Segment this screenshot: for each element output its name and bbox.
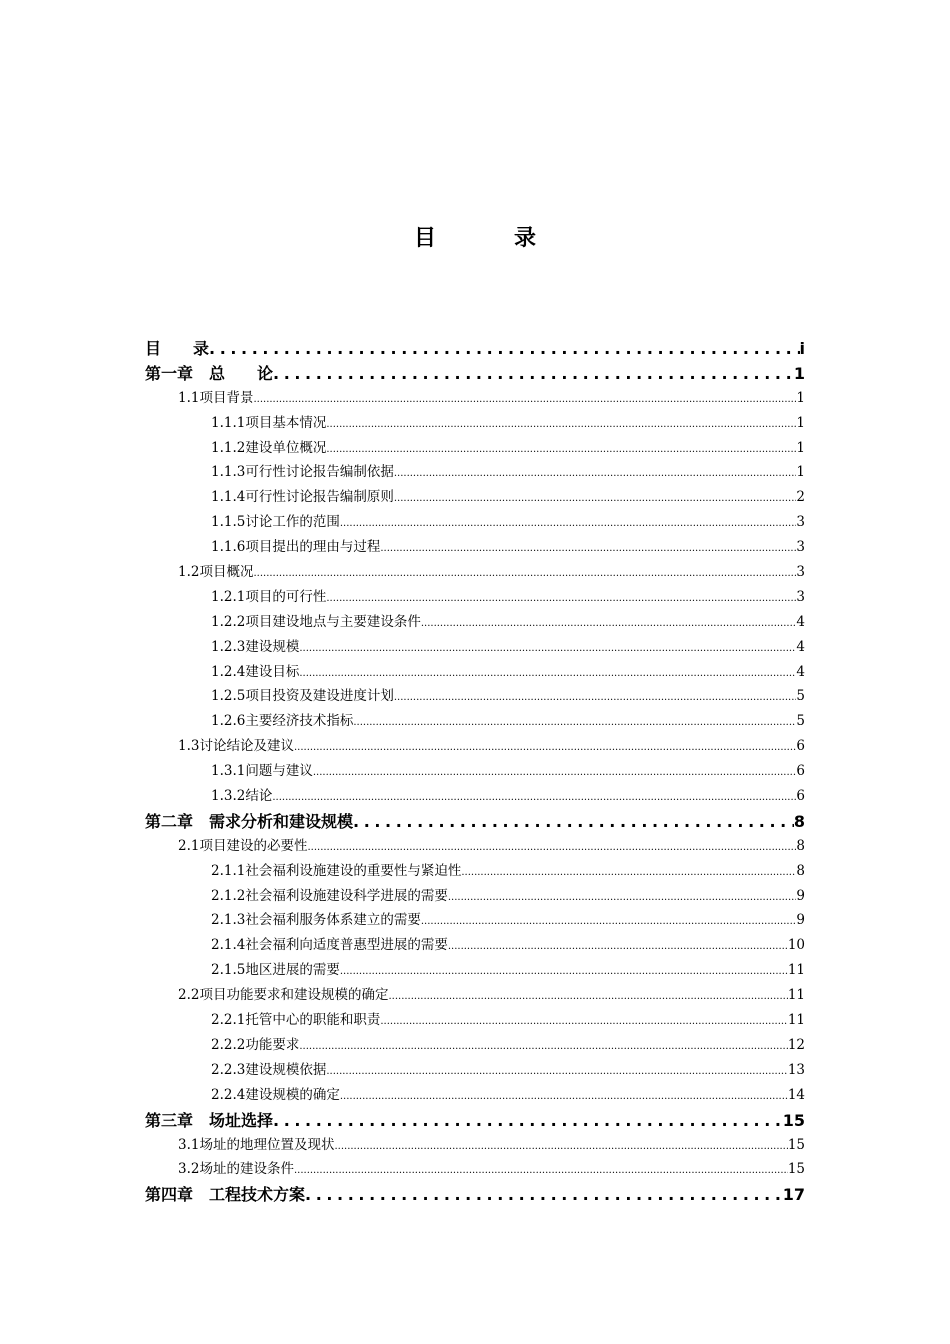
- toc-subsection-entry[interactable]: [145, 1008, 805, 1033]
- toc-entry-label: 1.2.5项目投资及建设进度计划: [211, 688, 394, 705]
- toc-page-number: 12: [787, 1036, 805, 1053]
- toc-entry-label: 1.2.3建设规模: [211, 638, 300, 655]
- toc-dot-leader: [394, 692, 797, 703]
- toc-dot-leader: [326, 593, 796, 604]
- toc-page-number: 10: [787, 937, 805, 954]
- toc-page-number: 3: [796, 514, 805, 531]
- toc-entry-label: 1.2.1项目的可行性: [211, 588, 327, 605]
- toc-page-number: 17: [782, 1185, 805, 1205]
- toc-dot-leader: [380, 1016, 787, 1027]
- toc-subsection-entry[interactable]: [145, 510, 805, 535]
- toc-subsection-entry[interactable]: [145, 610, 805, 635]
- toc-page-number: 6: [796, 738, 805, 755]
- toc-subsection-entry[interactable]: [145, 585, 805, 610]
- toc-page-number: 9: [796, 912, 805, 929]
- toc-dot-leader: [307, 842, 796, 853]
- toc-subsection-entry[interactable]: [145, 859, 805, 884]
- toc-dot-leader: [340, 966, 788, 977]
- toc-page-number: 11: [787, 987, 805, 1004]
- toc-entry-label: 2.1.2社会福利设施建设科学进展的需要: [211, 887, 448, 904]
- toc-dot-leader: [421, 618, 797, 629]
- toc-entry-label: 第四章 工程技术方案: [145, 1185, 306, 1205]
- toc-subsection-entry[interactable]: [145, 684, 805, 709]
- toc-chapter-entry[interactable]: [145, 809, 805, 834]
- table-of-contents: [145, 336, 805, 1207]
- toc-page-number: 15: [782, 1110, 805, 1130]
- toc-page-number: 1: [796, 464, 805, 481]
- toc-dot-leader: [253, 568, 796, 579]
- toc-entry-label: 1.1.2建设单位概况: [211, 439, 327, 456]
- toc-page-number: 15: [787, 1161, 805, 1178]
- toc-dot-leader: [334, 1141, 787, 1152]
- toc-entry-label: 1.3.2结论: [211, 788, 273, 805]
- toc-page-number: 4: [796, 638, 805, 655]
- toc-entry-label: 1.2.4建设目标: [211, 663, 300, 680]
- toc-subsection-entry[interactable]: [145, 1083, 805, 1108]
- toc-chapter-entry[interactable]: [145, 1182, 805, 1207]
- toc-page-number: 3: [796, 564, 805, 581]
- toc-entry-label: 2.2.1托管中心的职能和职责: [211, 1012, 381, 1029]
- toc-dot-leader: [294, 1165, 788, 1176]
- toc-page-number: 13: [787, 1061, 805, 1078]
- toc-page-number: 1: [796, 414, 805, 431]
- toc-dot-leader: [353, 717, 796, 728]
- toc-entry-label: 2.2.2功能要求: [211, 1036, 300, 1053]
- toc-entry-label: 第一章 总 论: [145, 363, 274, 383]
- toc-entry-label: 1.2.6主要经济技术指标: [211, 713, 354, 730]
- toc-section-entry[interactable]: [145, 834, 805, 859]
- toc-subsection-entry[interactable]: [145, 436, 805, 461]
- toc-dot-leader: [448, 892, 797, 903]
- toc-page-number: 1: [796, 439, 805, 456]
- toc-page-number: 9: [796, 887, 805, 904]
- toc-entry-label: 3.1场址的地理位置及现状: [178, 1136, 335, 1153]
- page-title: 目录: [413, 226, 614, 251]
- toc-entry-label: 2.1.5地区进展的需要: [211, 962, 340, 979]
- toc-dot-leader: [299, 1041, 787, 1052]
- toc-chapter-entry[interactable]: [145, 1108, 805, 1133]
- toc-entry-label: 2.2项目功能要求和建设规模的确定: [178, 987, 389, 1004]
- toc-dot-leader: [313, 767, 797, 778]
- toc-dot-leader: [340, 518, 797, 529]
- toc-page-number: 8: [796, 862, 805, 879]
- toc-dot-leader: [273, 1111, 783, 1130]
- toc-page-number: 14: [787, 1086, 805, 1103]
- toc-subsection-entry[interactable]: [145, 460, 805, 485]
- toc-entry-label: 1.2项目概况: [178, 564, 254, 581]
- toc-page-number: 15: [787, 1136, 805, 1153]
- toc-dot-leader: [326, 1066, 787, 1077]
- toc-page-number: 5: [796, 713, 805, 730]
- toc-entry-label: 1.3讨论结论及建议: [178, 738, 294, 755]
- toc-section-entry[interactable]: [145, 734, 805, 759]
- toc-entry-label: 第三章 场址选择: [145, 1110, 274, 1130]
- toc-dot-leader: [353, 812, 794, 831]
- toc-page-number: 3: [796, 539, 805, 556]
- toc-page-number: 1: [796, 389, 805, 406]
- toc-subsection-entry[interactable]: [145, 958, 805, 983]
- toc-entry-label: 1.1.6项目提出的理由与过程: [211, 539, 381, 556]
- toc-dot-leader: [294, 742, 796, 753]
- toc-subsection-entry[interactable]: [145, 1058, 805, 1083]
- toc-page-number: 6: [796, 763, 805, 780]
- toc-page-number: 2: [796, 489, 805, 506]
- toc-dot-leader: [326, 419, 796, 430]
- toc-dot-leader: [380, 543, 796, 554]
- toc-dot-leader: [340, 1091, 788, 1102]
- toc-subsection-entry[interactable]: [145, 660, 805, 685]
- toc-section-entry[interactable]: [145, 1157, 805, 1182]
- toc-dot-leader: [448, 941, 788, 952]
- toc-dot-leader: [326, 444, 796, 455]
- toc-entry-label: 2.1.3社会福利服务体系建立的需要: [211, 912, 421, 929]
- toc-subsection-entry[interactable]: [145, 933, 805, 958]
- toc-entry-label: 第二章 需求分析和建设规模: [145, 811, 354, 831]
- toc-page-number: 3: [796, 588, 805, 605]
- toc-page-number: 11: [787, 962, 805, 979]
- toc-subsection-entry[interactable]: [145, 709, 805, 734]
- toc-entry-label: 2.1.4社会福利向适度普惠型进展的需要: [211, 937, 448, 954]
- toc-subsection-entry[interactable]: [145, 908, 805, 933]
- toc-subsection-entry[interactable]: [145, 1033, 805, 1058]
- toc-page-number: 4: [796, 663, 805, 680]
- toc-entry-label: 1.1.1项目基本情况: [211, 414, 327, 431]
- toc-subsection-entry[interactable]: [145, 535, 805, 560]
- toc-dot-leader: [394, 493, 797, 504]
- toc-subsection-entry[interactable]: [145, 759, 805, 784]
- toc-entry-label: 1.3.1问题与建议: [211, 763, 313, 780]
- toc-entry-label: 2.1项目建设的必要性: [178, 837, 308, 854]
- toc-subsection-entry[interactable]: [145, 635, 805, 660]
- toc-dot-leader: [299, 643, 796, 654]
- toc-entry-label: 1.1.5讨论工作的范围: [211, 514, 340, 531]
- toc-page-number: i: [799, 339, 805, 358]
- toc-section-entry[interactable]: [145, 560, 805, 585]
- toc-dot-leader: [272, 792, 796, 803]
- toc-page-number: 1: [793, 363, 805, 383]
- toc-entry-label: 1.1项目背景: [178, 389, 254, 406]
- toc-subsection-entry[interactable]: [145, 485, 805, 510]
- toc-entry-label: 3.2场址的建设条件: [178, 1161, 294, 1178]
- toc-page-number: 4: [796, 613, 805, 630]
- toc-entry-label: 1.1.4可行性讨论报告编制原则: [211, 489, 394, 506]
- toc-page-number: 8: [793, 811, 805, 831]
- toc-dot-leader: [421, 916, 797, 927]
- toc-entry-label: 2.1.1社会福利设施建设的重要性与紧迫性: [211, 862, 462, 879]
- toc-dot-leader: [461, 867, 796, 878]
- toc-page-number: 11: [787, 1012, 805, 1029]
- toc-entry-label: 2.2.3建设规模依据: [211, 1061, 327, 1078]
- toc-section-entry[interactable]: [145, 386, 805, 411]
- toc-page-number: 6: [796, 788, 805, 805]
- toc-chapter-entry[interactable]: [145, 361, 805, 386]
- toc-dot-leader: [299, 668, 796, 679]
- toc-entry-label: 目 录: [145, 339, 210, 358]
- toc-dot-leader: [305, 1185, 783, 1204]
- toc-entry-label: 1.2.2项目建设地点与主要建设条件: [211, 613, 421, 630]
- toc-page-number: 8: [796, 837, 805, 854]
- toc-subsection-entry[interactable]: [145, 784, 805, 809]
- toc-section-entry[interactable]: [145, 1133, 805, 1158]
- toc-dot-leader: [273, 364, 794, 383]
- toc-subsection-entry[interactable]: [145, 411, 805, 436]
- toc-chapter-entry[interactable]: [145, 336, 805, 361]
- toc-entry-label: 2.2.4建设规模的确定: [211, 1086, 340, 1103]
- toc-section-entry[interactable]: [145, 983, 805, 1008]
- toc-page-number: 5: [796, 688, 805, 705]
- toc-dot-leader: [253, 394, 796, 405]
- toc-dot-leader: [209, 339, 800, 358]
- toc-entry-label: 1.1.3可行性讨论报告编制依据: [211, 464, 394, 481]
- toc-dot-leader: [388, 991, 787, 1002]
- toc-dot-leader: [394, 468, 797, 479]
- toc-subsection-entry[interactable]: [145, 884, 805, 909]
